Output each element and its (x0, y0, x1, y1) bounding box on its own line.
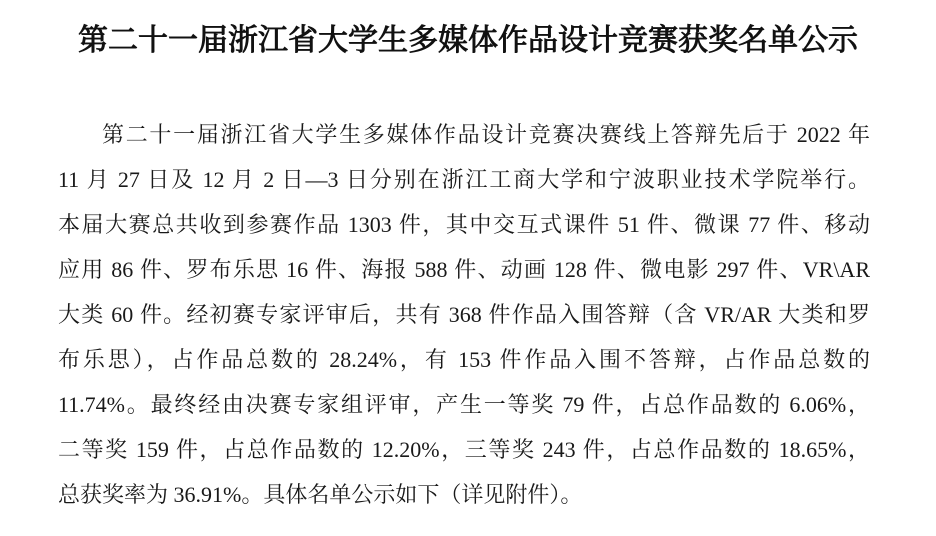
body-line: 二等奖 159 件，占总作品数的 12.20%，三等奖 243 件，占总作品数的 18.65%， (58, 437, 870, 462)
body-line: 本届大赛总共收到参赛作品 1303 件，其中交互式课件 51 件、微课 77 件、移动 (58, 212, 870, 237)
document-title: 第二十一届浙江省大学生多媒体作品设计竞赛获奖名单公示 (78, 24, 858, 57)
body-line: 布乐思），占作品总数的 28.24%，有 153 件作品入围不答辩，占作品总数的 (58, 347, 870, 372)
body-line: 应用 86 件、罗布乐思 16 件、海报 588 件、动画 128 件、微电影 297 件、VR\AR (58, 257, 870, 282)
document-body (58, 112, 870, 517)
body-line: 大类 60 件。经初赛专家评审后，共有 368 件作品入围答辩（含 VR/AR 大类和罗 (58, 302, 870, 327)
body-line: 11 月 27 日及 12 月 2 日—3 日分别在浙江工商大学和宁波职业技术学院举行。 (58, 167, 870, 192)
body-line: 总获奖率为 36.91%。具体名单公示如下（详见附件）。 (58, 482, 583, 507)
body-line: 11.74%。最终经由决赛专家组评审，产生一等奖 79 件，占总作品数的 6.06%， (58, 392, 870, 417)
body-line: 第二十一届浙江省大学生多媒体作品设计竞赛决赛线上答辩先后于 2022 年 (102, 122, 870, 147)
